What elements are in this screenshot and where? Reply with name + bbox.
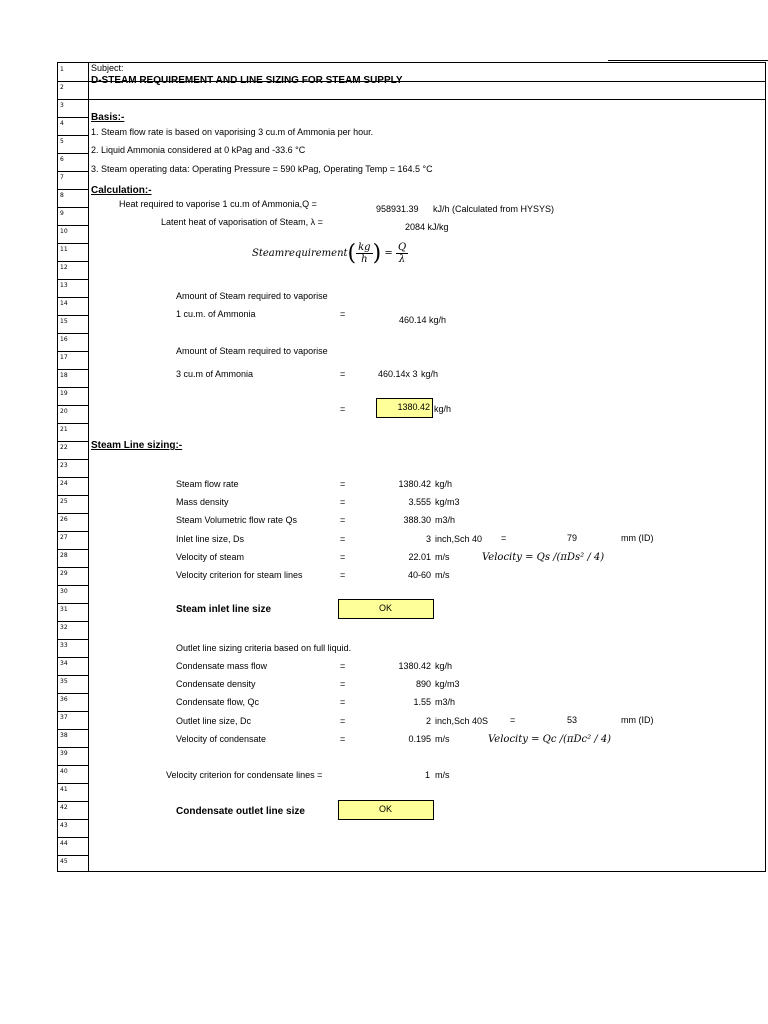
row-label: Outlet line size, Dc [176, 715, 252, 726]
formula-den: h [361, 254, 368, 265]
amount3-unit: kg/h [421, 369, 439, 379]
row-label: Inlet line size, Ds [176, 533, 245, 544]
row-unit: inch,Sch 40 [435, 533, 483, 544]
row-number: 8 [60, 192, 64, 199]
row-eq: = [340, 551, 346, 562]
row-divider [58, 837, 88, 838]
row-eq: = [340, 570, 346, 580]
row-eq: = [340, 661, 346, 671]
row-unit: m3/h [435, 697, 456, 708]
row-number: 4 [60, 120, 64, 127]
row-divider [58, 603, 88, 604]
row-divider [58, 621, 88, 622]
row-number: 41 [60, 786, 68, 793]
row-number: 5 [60, 138, 64, 145]
row-number: 38 [60, 732, 68, 739]
amount3-eq: = [340, 369, 346, 379]
row-divider [58, 693, 88, 694]
row-divider [58, 765, 88, 766]
row-number: 16 [60, 336, 68, 343]
basis-item: 3. Steam operating data: Operating Pressure = 590 kPag, Operating Temp = 164.5 °C [91, 164, 433, 174]
row-label: Condensate mass flow [176, 661, 268, 671]
row-divider [58, 351, 88, 352]
row-divider [58, 459, 88, 460]
basis-item: 2. Liquid Ammonia considered at 0 kPag and -33.6 °C [91, 145, 306, 155]
row-number: 12 [60, 264, 68, 271]
steam-id-value: 79 [567, 533, 578, 543]
row-divider [58, 531, 88, 532]
row-divider [58, 297, 88, 298]
row-divider [58, 639, 88, 640]
row-number: 26 [60, 516, 68, 523]
amount1-label: Amount of Steam required to vaporise [176, 291, 328, 301]
row-label: Condensate density [176, 679, 256, 690]
row-number: 44 [60, 840, 68, 847]
cond-id-eq: = [510, 715, 516, 725]
calculation-heading: Calculation:- [91, 185, 152, 196]
row-value: 388.30 [403, 515, 431, 526]
cond-criterion-unit: m/s [435, 770, 450, 780]
row-value: 890 [415, 679, 431, 690]
latent-heat-label: Latent heat of vaporisation of Steam, λ = [161, 217, 323, 227]
row-divider [58, 783, 88, 784]
row-eq: = [340, 733, 346, 744]
row-unit: m3/h [435, 515, 456, 526]
row-value: 3 [425, 533, 431, 544]
row-divider [58, 801, 88, 802]
row-value: 3.555 [408, 497, 431, 508]
row-divider [58, 207, 88, 208]
row-value: 1380.42 [398, 479, 431, 489]
row-divider [58, 423, 88, 424]
row-value: 0.195 [408, 733, 431, 744]
row-number: 25 [60, 498, 68, 505]
row-number: 39 [60, 750, 68, 757]
row-divider [58, 117, 88, 118]
steam-line-heading: Steam Line sizing:- [91, 440, 183, 451]
row-label: Mass density [176, 497, 229, 508]
row-number: 7 [60, 174, 64, 181]
worksheet [57, 62, 766, 872]
row-divider [58, 369, 88, 370]
row-divider [58, 405, 88, 406]
row-value: 1380.42 [398, 661, 431, 671]
row-label: Velocity of steam [176, 551, 245, 562]
cond-outlet-status: OK [338, 800, 434, 820]
row-eq: = [340, 479, 346, 489]
row-number: 17 [60, 354, 68, 361]
row-number: 15 [60, 318, 68, 325]
steam-velocity-formula: Velocity = Qs /(πDs² / 4) [482, 552, 605, 563]
row-eq: = [340, 679, 346, 690]
row-number: 1 [60, 66, 64, 73]
row-unit: m/s [435, 551, 450, 562]
row-divider [58, 153, 88, 154]
row-number: 3 [60, 102, 64, 109]
row-number: 22 [60, 444, 68, 451]
row-divider [58, 513, 88, 514]
row-number: 20 [60, 408, 68, 415]
cond-outlet-label: Condensate outlet line size [176, 806, 305, 817]
row-number: 45 [60, 858, 68, 865]
row-number: 30 [60, 588, 68, 595]
row-eq: = [340, 533, 346, 544]
row-number: 10 [60, 228, 68, 235]
row-divider [58, 333, 88, 334]
row-eq: = [340, 715, 346, 726]
row-divider [58, 747, 88, 748]
header-rule [608, 60, 768, 61]
row-number: 18 [60, 372, 68, 379]
row-label: Velocity criterion for steam lines [176, 570, 303, 580]
steam-id-unit: mm (ID) [621, 533, 654, 543]
row-eq: = [340, 497, 346, 508]
row-divider [58, 729, 88, 730]
row-divider [58, 315, 88, 316]
steam-id-eq: = [501, 533, 507, 543]
total-steam-value: 1380.42 [376, 398, 433, 418]
row-number: 28 [60, 552, 68, 559]
amount3-value: 460.14x 3 [378, 369, 418, 379]
row-number: 21 [60, 426, 68, 433]
row-divider [58, 387, 88, 388]
row-number: 33 [60, 642, 68, 649]
row-number: 6 [60, 156, 64, 163]
amount1-eq: = [340, 309, 346, 319]
heat-required-value: 958931.39 [376, 204, 419, 214]
row-divider [58, 261, 88, 262]
row-eq: = [340, 697, 346, 708]
row-number: 43 [60, 822, 68, 829]
row-number-gutter [58, 63, 89, 871]
row-divider [58, 495, 88, 496]
row-number: 42 [60, 804, 68, 811]
row-divider [58, 135, 88, 136]
row-divider [58, 81, 765, 82]
row-label: Velocity of condensate [176, 733, 267, 744]
latent-heat-value: 2084 kJ/kg [405, 222, 449, 232]
subject-label: Subject: [91, 63, 124, 73]
row-number: 40 [60, 768, 68, 775]
heat-required-label: Heat required to vaporise 1 cu.m of Ammonia,Q = [119, 199, 317, 209]
row-number: 32 [60, 624, 68, 631]
row-number: 37 [60, 714, 68, 721]
row-number: 23 [60, 462, 68, 469]
row-value: 1.55 [413, 697, 431, 708]
row-divider [58, 675, 88, 676]
row-number: 9 [60, 210, 64, 217]
row-label: Condensate flow, Qc [176, 697, 260, 708]
row-divider [58, 99, 765, 100]
row-divider [58, 171, 88, 172]
row-divider [58, 549, 88, 550]
formula-rden: λ [398, 254, 406, 265]
row-number: 36 [60, 696, 68, 703]
cond-id-unit: mm (ID) [621, 715, 654, 725]
amount3-sub: 3 cu.m of Ammonia [176, 369, 254, 379]
heat-required-unit: kJ/h (Calculated from HYSYS) [433, 204, 555, 214]
row-divider [58, 441, 88, 442]
row-number: 34 [60, 660, 68, 667]
condensate-intro: Outlet line sizing criteria based on full liquid. [176, 643, 352, 653]
row-number: 19 [60, 390, 68, 397]
row-divider [58, 189, 88, 190]
formula-num: kg [358, 242, 371, 253]
row-divider [58, 657, 88, 658]
amount1-sub: 1 cu.m. of Ammonia [176, 309, 256, 319]
row-label: Steam Volumetric flow rate Qs [176, 515, 298, 526]
row-unit: m/s [435, 570, 450, 580]
row-number: 31 [60, 606, 68, 613]
amount3-label: Amount of Steam required to vaporise [176, 346, 328, 356]
amount1-value: 460.14 kg/h [399, 315, 447, 325]
row-unit: kg/m3 [435, 497, 460, 508]
row-unit: kg/h [435, 479, 453, 489]
row-number: 27 [60, 534, 68, 541]
cond-criterion-value: 1 [425, 770, 431, 780]
row-value: 2 [425, 715, 431, 726]
basis-item: 1. Steam flow rate is based on vaporising 3 cu.m of Ammonia per hour. [91, 127, 374, 137]
row-divider [58, 225, 88, 226]
row-divider [58, 279, 88, 280]
row-number: 13 [60, 282, 68, 289]
cond-velocity-formula: Velocity = Qc /(πDc² / 4) [488, 734, 612, 745]
row-divider [58, 711, 88, 712]
row-number: 11 [60, 246, 68, 253]
row-number: 35 [60, 678, 68, 685]
basis-heading: Basis:- [91, 112, 125, 123]
steam-requirement-formula: Steamrequirement( $\frac{kg}{h}$ ) = $\frac{Q}{\lambda}$ [252, 241, 407, 266]
total-eq: = [340, 404, 346, 414]
row-unit: m/s [435, 733, 450, 744]
row-number: 2 [60, 84, 64, 91]
steam-inlet-label: Steam inlet line size [176, 604, 272, 615]
row-divider [58, 243, 88, 244]
row-divider [58, 567, 88, 568]
row-unit: inch,Sch 40S [435, 715, 489, 726]
steam-inlet-status: OK [338, 599, 434, 619]
row-label: Steam flow rate [176, 479, 239, 489]
row-number: 14 [60, 300, 68, 307]
formula-rnum: Q [397, 242, 407, 253]
cond-id-value: 53 [567, 715, 578, 725]
row-unit: kg/m3 [435, 679, 460, 690]
cond-criterion-label: Velocity criterion for condensate lines = [166, 770, 323, 780]
row-divider [58, 585, 88, 586]
row-eq: = [340, 515, 346, 526]
row-unit: kg/h [435, 661, 453, 671]
row-value: 22.01 [408, 551, 431, 562]
row-divider [58, 819, 88, 820]
row-number: 29 [60, 570, 68, 577]
row-number: 24 [60, 480, 68, 487]
total-steam-unit: kg/h [434, 404, 452, 414]
row-divider [58, 477, 88, 478]
row-divider [58, 855, 88, 856]
row-value: 40-60 [407, 570, 431, 580]
formula-lhs: Steamrequirement [252, 248, 348, 259]
page-title: D-STEAM REQUIREMENT AND LINE SIZING FOR STEAM SUPPLY [91, 75, 403, 86]
